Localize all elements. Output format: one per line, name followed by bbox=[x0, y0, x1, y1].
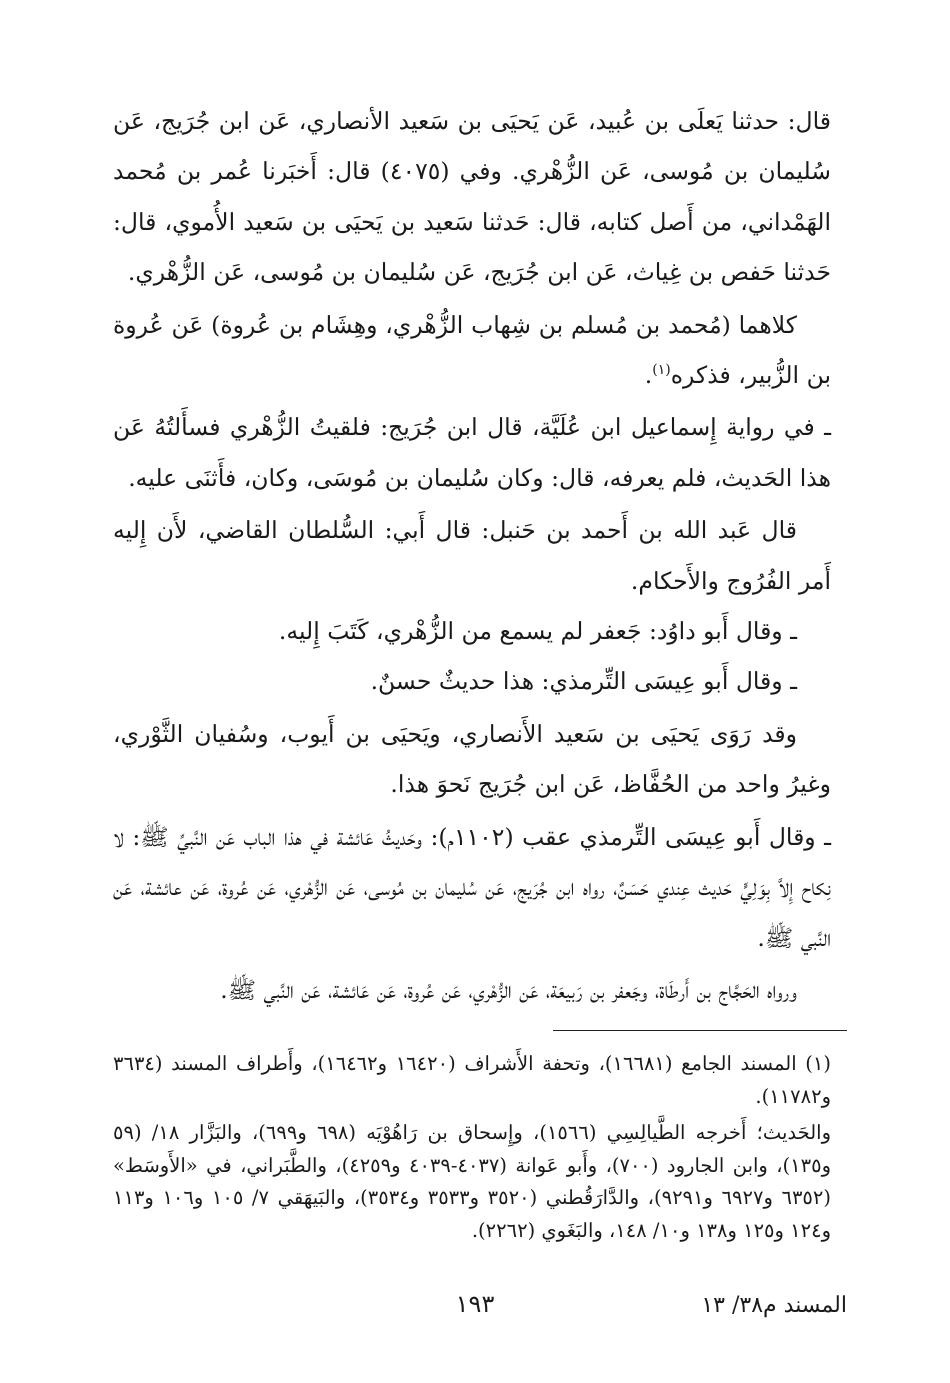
text-line: كتابه، قال: حَدثنا سَعيد بن يَحيَى بن سَعيد الأُموي، قال: حَدثنا حَفص بن غِياث، عَن bbox=[113, 207, 831, 287]
paragraph-narrators bbox=[113, 709, 831, 810]
text-line-end: . bbox=[644, 361, 653, 390]
paragraph-abdullah bbox=[113, 505, 831, 606]
footnote-line: (١) المسند الجامع (١٦٦٨١)، وتحفة الأَشراف (١٦٤٢٠ و١٦٤٦٢)، وأَطراف المسند (٣٦٣٤ bbox=[113, 1052, 832, 1075]
main-text bbox=[113, 96, 831, 1015]
text-line: والأَحكام. bbox=[630, 566, 719, 595]
footnote-takhrij bbox=[113, 1117, 831, 1247]
footnote-separator bbox=[553, 1030, 847, 1031]
footnote-line: والحَديث؛ أَخرجه الطَّيالِسِي (١٥٦٦)، وإِسحاق بن رَاهُوْيَه (٦٩٨ و٦٩٩)، والبَزَّار ١٨/ (٥٩ bbox=[113, 1121, 831, 1144]
text-line: واحد من الحُفَّاظ، عَن ابن جُرَيج نَحوَ هذا. bbox=[390, 770, 780, 799]
text-line: وقد رَوَى يَحيَى بن سَعيد الأَنصاري، ويَحيَى بن أَيوب، وسُفيان الثَّوْري، وغيرُ bbox=[113, 719, 831, 799]
paragraph-chain-2 bbox=[113, 300, 831, 401]
text-line: كلاهما (مُحمد بن مُسلم بن شِهاب الزُّهْري، وهِشَام بن عُروة) عَن عُروة بن bbox=[113, 310, 831, 390]
footnote-1 bbox=[113, 1048, 831, 1113]
page-number: ١٩٣ bbox=[455, 1290, 495, 1318]
text-line: ـ وقال أَبو عِيسَى التِّرمذي عقب (١١٠٢م): وحَديثُ عَائشة في هذا الباب عَن bbox=[215, 822, 831, 851]
paragraph-chain-1 bbox=[113, 96, 831, 298]
footnote-line: و١١٧٨٢). bbox=[755, 1084, 831, 1108]
text-line: مُوسى، عَن الزُّهْري. وفي (٤٠٧٥) قال: أَخبَرنا عُمر بن مُحمد الهَمْداني، من أَصل bbox=[113, 157, 831, 236]
paragraph-hajjaj bbox=[113, 965, 831, 1015]
footnote-line: «الأَوسَط» (٦٣٥٢ و٦٩٢٧ و٩٢٩١)، والدَّارَقُطني (٣٥٢٠ و٣٥٣٣ و٣٥٣٤)، والبَيهَقي bbox=[113, 1153, 831, 1209]
text-line: عَائشة، عَن النَّبي ﷺ. bbox=[220, 975, 370, 1004]
text-line: النَّبيِّ ﷺ: لا نِكاح إِلاَّ بِوَلِيٍّ حَديث عِندي حَسَنٌ، رواه ابن جُرَيج، عَن سُليمان بن bbox=[113, 822, 831, 902]
text-line: قال: حدثنا يَعلَى بن عُبيد، عَن يَحيَى بن سَعيد الأنصاري، عَن ابن جُرَيج، عَن سُليمان بن bbox=[113, 107, 831, 186]
footnote-line: ٧/ ١٠٥ و١٠٦ و١١٣ و١٢٤ و١٢٥ و١٣٨ و١٠/ ١٤٨، والبَغَوي (٢٢٦٢). bbox=[113, 1186, 831, 1242]
text-line: قال عَبد الله بن أَحمد بن حَنبل: قال أَبي: السُّلطان القاضي، لأَن إِليه أَمر الفُرُوج bbox=[113, 516, 831, 595]
paragraph-tirmidhi-1102 bbox=[113, 812, 831, 963]
text-line: مُوسى، عَن الزُّهْري، عَن عُروة، عَن عائشة، عَن النَّبي ﷺ. bbox=[113, 873, 831, 952]
text-line: ورواه الحَجَّاج بن أَرطَاة، وجَعفر بن رَبيعَة، عَن الزُّهْري، عَن عُروة، عَن bbox=[376, 975, 797, 1004]
text-line: الحَديث، فلم يعرفه، قال: وكان سُليمان بن مُوسَى، وكان، فأَثنَى عليه. bbox=[128, 463, 793, 492]
text-line: الزُّبير، فذكره bbox=[670, 361, 800, 390]
paragraph-ibn-ulayya bbox=[113, 402, 831, 503]
footnote-line: و١٣٥)، وابن الجارود (٧٠٠)، وأَبو عَوانة (٤٠٣٧-٤٠٣٩ و٤٢٥٩)، والطَّبَراني، في bbox=[206, 1153, 832, 1177]
paragraph-abu-dawud: ـ وقال أَبو داوُد: جَعفر لم يسمع من الزُّهْري، كَتَبَ إِليه. bbox=[278, 617, 797, 646]
footnote-reference[interactable]: (١) bbox=[652, 362, 671, 379]
text-line: ـ في رواية إِسماعيل ابن عُلَيَّة، قال ابن جُرَيج: فلقيتُ الزُّهْري فسأَلتُهُ عَن هذا bbox=[113, 413, 831, 492]
paragraph-tirmidhi: ـ وقال أَبو عِيسَى التِّرمذي: هذا حديثٌ حسنٌ. bbox=[370, 667, 797, 696]
footnotes bbox=[113, 1048, 831, 1247]
volume-signature: المسند م٣٨/ ١٣ bbox=[701, 1293, 847, 1318]
text-line: ابن جُرَيج، عَن سُليمان بن مُوسى، عَن الزُّهْري. bbox=[127, 258, 579, 287]
